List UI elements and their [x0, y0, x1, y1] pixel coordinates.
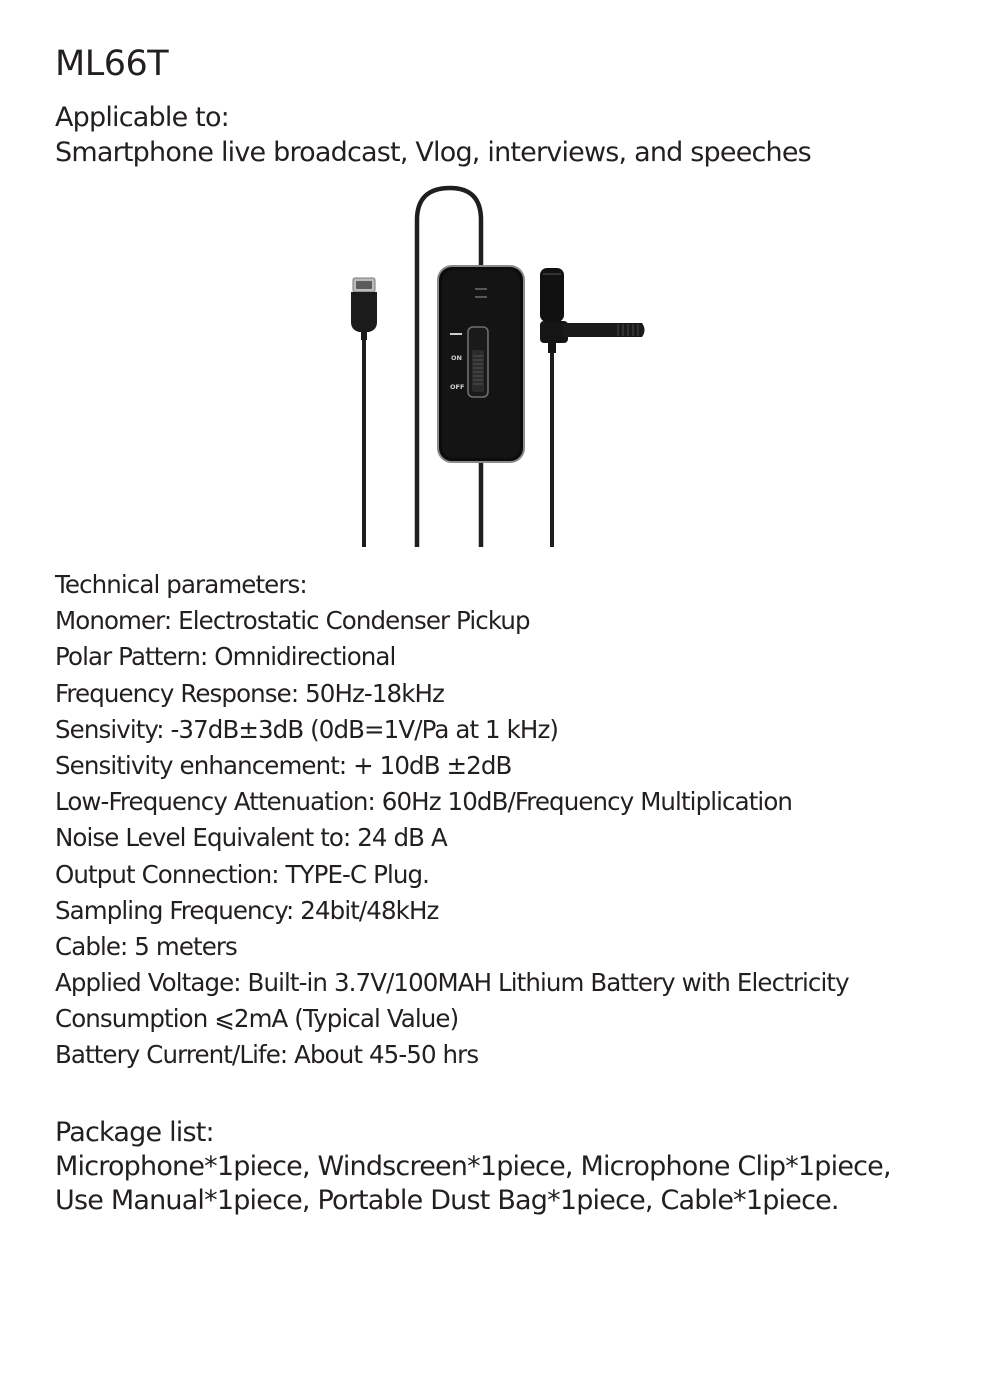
specs-heading: Technical parameters:: [55, 570, 307, 599]
switch-off-label: OFF: [450, 383, 465, 391]
spec-line: Sampling Frequency: 24bit/48kHz: [55, 895, 439, 925]
product-image: [300, 180, 700, 560]
spec-line: Frequency Response: 50Hz-18kHz: [55, 678, 445, 708]
remote-control: [438, 266, 524, 462]
applicable-section: [55, 100, 811, 170]
product-title: ML66T: [55, 44, 169, 84]
applicable-text: Smartphone live broadcast, Vlog, interviews, and speeches: [55, 137, 811, 168]
applicable-heading: Applicable to:: [55, 102, 229, 133]
lavalier-microphone: [540, 268, 645, 547]
technical-parameters: [55, 567, 849, 1074]
package-line: Use Manual*1piece, Portable Dust Bag*1piece, Cable*1piece.: [55, 1185, 839, 1216]
spec-line: Applied Voltage: Built-in 3.7V/100MAH Lithium Battery with Electricity: [55, 968, 849, 998]
usb-c-plug: [351, 278, 377, 547]
switch-on-label: ON: [451, 354, 462, 362]
spec-line: Battery Current/Life: About 45-50 hrs: [55, 1040, 479, 1070]
package-line: Microphone*1piece, Windscreen*1piece, Microphone Clip*1piece,: [55, 1151, 891, 1182]
package-heading: Package list:: [55, 1117, 214, 1148]
spec-line: Low-Frequency Attenuation: 60Hz 10dB/Frequency Multiplication: [55, 787, 793, 817]
spec-line: Polar Pattern: Omnidirectional: [55, 642, 396, 672]
package-list: [55, 1116, 891, 1218]
spec-line: Noise Level Equivalent to: 24 dB A: [55, 823, 447, 853]
spec-line: Consumption ⩽2mA (Typical Value): [55, 1004, 459, 1034]
spec-line: Cable: 5 meters: [55, 931, 237, 961]
spec-line: Monomer: Electrostatic Condenser Pickup: [55, 606, 530, 636]
spec-line: Sensitivity enhancement: + 10dB ±2dB: [55, 750, 512, 780]
spec-line: Sensivity: -37dB±3dB (0dB=1V/Pa at 1 kHz): [55, 714, 559, 744]
spec-line: Output Connection: TYPE-C Plug.: [55, 859, 430, 889]
